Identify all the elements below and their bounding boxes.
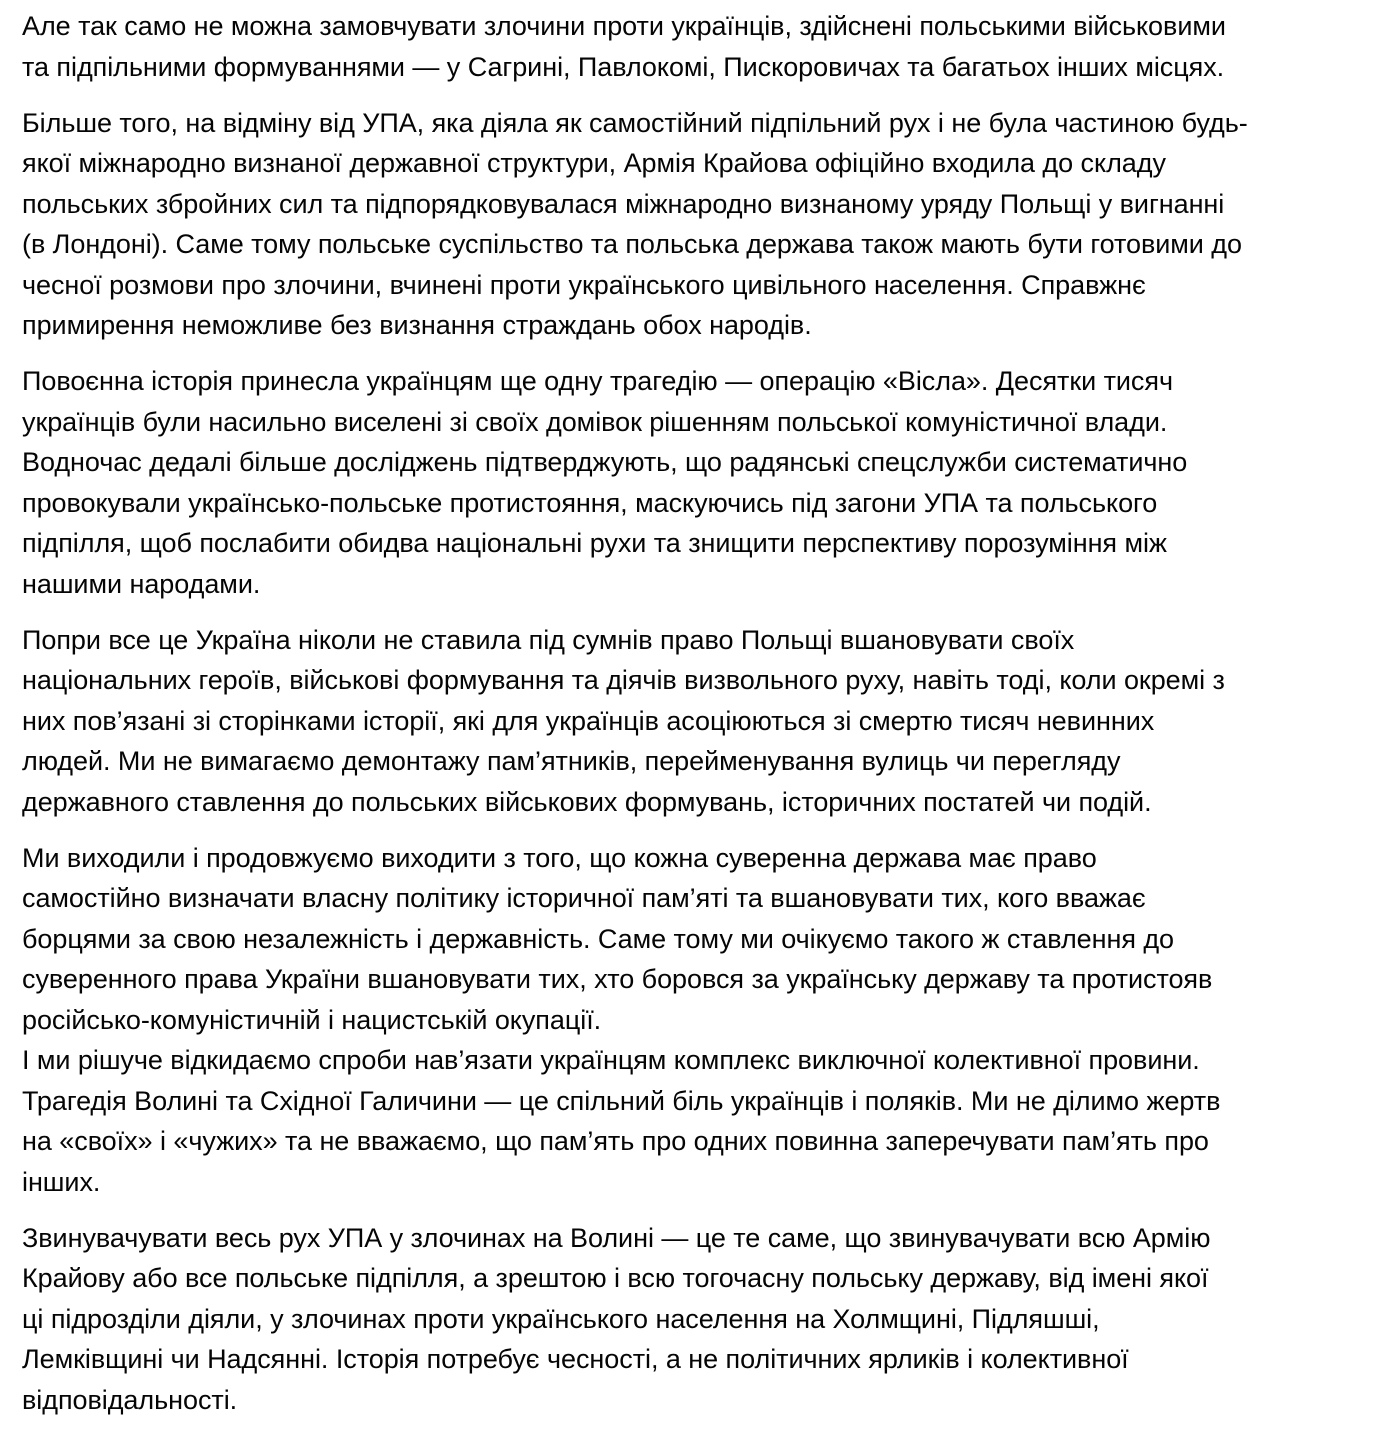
text-line: І ми рішуче відкидаємо спроби нав’язати українцям комплекс виключної колективної провини. xyxy=(22,1045,1200,1075)
text-line: державного ставлення до польських військових формувань, історичних постатей чи подій. xyxy=(22,786,1152,817)
text-line: ці підрозділи діяли, у злочинах проти українського населення на Холмщині, Підляшші, xyxy=(22,1303,1100,1334)
text-line: нашими народами. xyxy=(22,568,261,599)
text-line: на «своїх» і «чужих» та не вважаємо, що пам’ять про одних повинна заперечувати пам’ять про xyxy=(22,1126,1209,1156)
text-line: Попри все це Україна ніколи не ставила під сумнів право Польщі вшановувати своїх xyxy=(22,624,1075,655)
post-body xyxy=(0,6,1378,1420)
text-line: суверенного права України вшановувати тих, хто боровся за українську державу та протистояв xyxy=(22,964,1213,994)
text-line: Трагедія Волині та Східної Галичини — це спільний біль українців і поляків. Ми не ділимо жертв xyxy=(22,1085,1221,1116)
text-line: (в Лондоні). Саме тому польське суспільство та польська держава також мають бути готовими до xyxy=(22,229,1242,259)
text-line: Лемківщині чи Надсянні. Історія потребує чесності, а не політичних ярликів і колективної xyxy=(22,1344,1129,1374)
text-line: російсько-комуністичній і нацистській окупації. xyxy=(22,1004,602,1035)
paragraph-4 xyxy=(22,620,1378,823)
text-line: відповідальності. xyxy=(22,1384,238,1415)
text-line: українців були насильно виселені зі своїх домівок рішенням польської комуністичної влади. xyxy=(22,406,1168,437)
text-line: Більше того, на відміну від УПА, яка діяла як самостійний підпільний рух і не була частиною будь- xyxy=(22,107,1248,138)
paragraph-2 xyxy=(22,103,1378,346)
text-line: самостійно визначати власну політику історичної пам’яті та вшановувати тих, кого вважає xyxy=(22,883,1146,913)
text-line: чесної розмови про злочини, вчинені проти українського цивільного населення. Справжнє xyxy=(22,269,1146,300)
text-line: польських збройних сил та підпорядковувалася міжнародно визнаному уряду Польщі у вигнанні xyxy=(22,188,1225,219)
text-line: Водночас дедалі більше досліджень підтверджують, що радянські спецслужби систематично xyxy=(22,447,1188,477)
text-line: Але так само не можна замовчувати злочини проти українців, здійснені польськими військовими xyxy=(22,11,1226,41)
text-line: провокували українсько-польське протистояння, маскуючись під загони УПА та польського xyxy=(22,487,1158,518)
text-line: Ми виходили і продовжуємо виходити з того, що кожна суверенна держава має право xyxy=(22,842,1097,873)
text-line: борцями за свою незалежність і державність. Саме тому ми очікуємо такого ж ставлення до xyxy=(22,923,1175,954)
paragraph-1 xyxy=(22,6,1378,87)
paragraph-3 xyxy=(22,361,1378,604)
paragraph-6 xyxy=(22,1040,1378,1202)
text-line: національних героїв, військові формування та діячів визвольного руху, навіть тоді, коли окремі з xyxy=(22,665,1225,695)
text-line: інших. xyxy=(22,1166,101,1197)
text-line: Повоєнна історія принесла українцям ще одну трагедію — операцію «Вісла». Десятки тисяч xyxy=(22,366,1173,396)
text-line: них пов’язані зі сторінками історії, які для українців асоціюються зі смертю тисяч невинних xyxy=(22,705,1155,736)
paragraph-7 xyxy=(22,1218,1378,1421)
text-line: та підпільними формуваннями — у Сагрині, Павлокомі, Пискоровичах та багатьох інших місцях. xyxy=(22,51,1225,82)
text-line: людей. Ми не вимагаємо демонтажу пам’ятників, перейменування вулиць чи перегляду xyxy=(22,746,1121,776)
text-line: Звинувачувати весь рух УПА у злочинах на Волині — це те саме, що звинувачувати всю Армію xyxy=(22,1222,1211,1253)
text-line: примирення неможливе без визнання страждань обох народів. xyxy=(22,310,812,340)
text-line: підпілля, щоб послабити обидва національні рухи та знищити перспективу порозуміння між xyxy=(22,528,1167,558)
text-line: якої міжнародно визнаної державної структури, Армія Крайова офіційно входила до складу xyxy=(22,148,1166,178)
text-line: Крайову або все польське підпілля, а зрештою і всю тогочасну польську державу, від імені якої xyxy=(22,1263,1209,1293)
paragraph-5 xyxy=(22,838,1378,1041)
